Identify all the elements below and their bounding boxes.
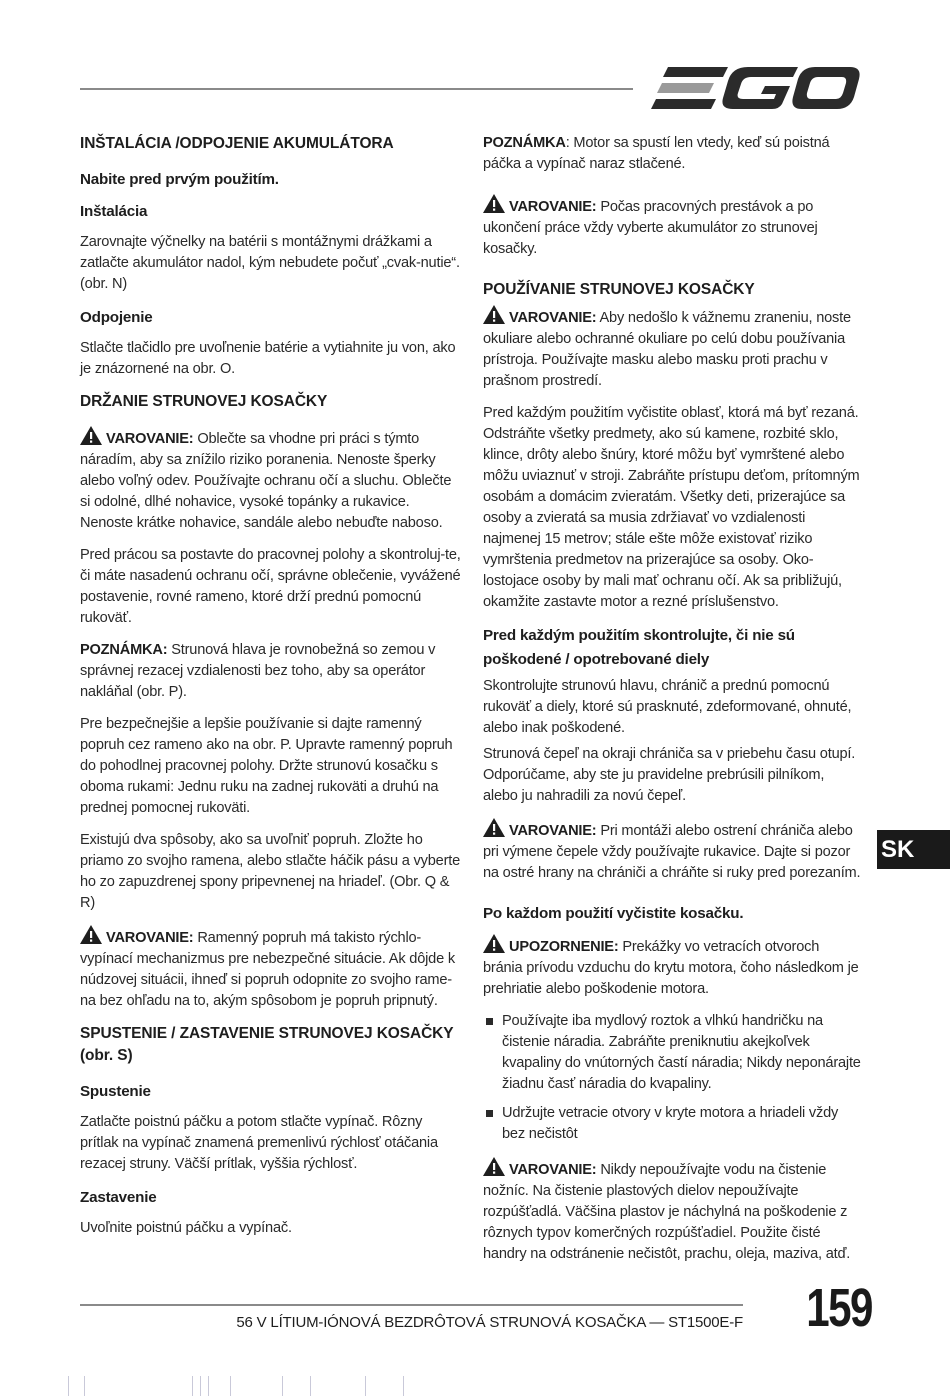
footer-product-title: 56 V LÍTIUM-IÓNOVÁ BEZDRÔTOVÁ STRUNOVÁ KOSAČKA — ST1500E-F <box>236 1314 743 1331</box>
warning-label: VAROVANIE: <box>509 310 597 326</box>
section-heading-battery: INŠTALÁCIA /ODPOJENIE AKUMULÁTORA <box>80 135 394 152</box>
paragraph-check-parts: Skontrolujte strunovú hlavu, chránič a prednú pomocnú rukoväť a diely, ktoré sú prasknuté, zdeformované, ohnuté, alebo inak poškodené. <box>483 678 852 736</box>
charge-note: Nabite pred prvým použitím. <box>80 171 279 188</box>
warning-label: VAROVANIE: <box>106 431 194 447</box>
left-column <box>80 133 464 1250</box>
right-column <box>483 133 861 1276</box>
warning-remove-battery <box>483 194 861 260</box>
subheading-start: Spustenie <box>80 1083 151 1100</box>
warning-eye-protection <box>483 305 861 392</box>
subheading-installation: Inštalácia <box>80 203 148 220</box>
paragraph-blade: Strunová čepeľ na okraji chrániča sa v priebehu času otupí. Odporúčame, aby ste ju pravidelne prebrúsili pilníkom, alebo ju nahradili za novú čepeľ. <box>483 746 856 804</box>
paragraph-detach: Stlačte tlačidlo pre uvoľnenie batérie a vytiahnite ju von, ako je znázornené na obr. O. <box>80 340 456 377</box>
page-number: 159 <box>806 1278 872 1338</box>
list-item: Používajte iba mydlový roztok a vlhkú handričku na čistenie náradia. Zabráňte preniknutiu akejkoľvek kvapaliny do vnútorných častí náradia; Nikdy neponárajte žiadnu časť náradia do kvapaliny. <box>483 1011 861 1095</box>
warning-text: Nikdy nepoužívajte vodu na čistenie nožníc. Na čistenie plastových dielov nepoužívajte rozpúšťadlá. Väčšina plastov je náchylná na poškodenie z rôznych typov komerčných rozpúšťadiel. Použite čisté handry na odstránenie nečistôt, prachu, oleja, maziva, atď. <box>483 1162 851 1262</box>
warning-triangle-icon <box>80 426 102 445</box>
note-label: POZNÁMKA: <box>80 642 168 658</box>
warning-gloves <box>483 818 861 884</box>
paragraph-installation: Zarovnajte výčnelky na batérii s montážnymi drážkami a zatlačte akumulátor nadol, kým nebudete počuť „cvak-nutie“. (obr. N) <box>80 234 460 292</box>
warning-text: Ramenný popruh má takisto rýchlo-vypínací mechanizmus pre nebezpečné situácie. Ak dôjde k núdzovej situácii, ihneď si popruh odopnite zo svojho rame-na bez ohľadu na to, akým spôsobom je popruh pripnutý. <box>80 930 455 1009</box>
section-heading-start-stop: SPUSTENIE / ZASTAVENIE STRUNOVEJ KOSAČKY (obr. S) <box>80 1025 454 1064</box>
note-text: Strunová hlava je rovnobežná so zemou v správnej rezacej vzdialenosti bez toho, aby sa operátor nakláňal (obr. P). <box>80 642 436 700</box>
square-bullet-icon <box>486 1110 493 1117</box>
language-tab: SK <box>877 830 950 869</box>
note-label: POZNÁMKA <box>483 135 566 151</box>
warning-quick-release <box>80 925 464 1012</box>
warning-text: Počas pracovných prestávok a po ukončení práce vždy vyberte akumulátor zo strunovej kosačky. <box>483 199 818 257</box>
section-heading-holding: DRŽANIE STRUNOVEJ KOSAČKY <box>80 393 328 410</box>
subheading-stop: Zastavenie <box>80 1189 157 1206</box>
section-heading-usage: POUŽÍVANIE STRUNOVEJ KOSAČKY <box>483 281 755 298</box>
warning-text: Aby nedošlo k vážnemu zraneniu, noste okuliare alebo ochranné okuliare po celú dobu používania prístroja. Používajte masku alebo masku proti prachu v prašnom prostredí. <box>483 310 851 389</box>
warning-label: VAROVANIE: <box>509 823 597 839</box>
paragraph-stop: Uvoľnite poistnú páčku a vypínač. <box>80 1220 292 1236</box>
list-item: Udržujte vetracie otvory v kryte motora a hriadeli vždy bez nečistôt <box>483 1103 861 1145</box>
caution-label: UPOZORNENIE: <box>509 939 619 955</box>
header-rule <box>80 88 633 90</box>
caution-vents <box>483 934 861 1000</box>
warning-triangle-icon <box>483 934 505 953</box>
footer-rule <box>80 1304 743 1306</box>
note-head-parallel <box>80 640 464 703</box>
warning-triangle-icon <box>483 1157 505 1176</box>
warning-triangle-icon <box>483 194 505 213</box>
warning-triangle-icon <box>80 925 102 944</box>
caution-text: Prekážky vo vetracích otvoroch bránia prívodu vzduchu do krytu motora, čoho následkom je prehriatie alebo poškodenie motora. <box>483 939 859 997</box>
warning-label: VAROVANIE: <box>509 1162 597 1178</box>
warning-triangle-icon <box>483 818 505 837</box>
paragraph-start: Zatlačte poistnú páčku a potom stlačte vypínač. Rôzny prítlak na vypínač znamená premenlivú rýchlosť otáčania rezacej struny. Väčší prítlak, vyššia rýchlosť. <box>80 1114 438 1172</box>
paragraph-shoulder-strap: Pre bezpečnejšie a lepšie používanie si dajte ramenný popruh cez rameno ako na obr. P. Upravte ramenný popruh do pohodlnej pracovnej polohy. Držte strunovú kosačku s oboma rukami: Jednu ruku na zadnej rukoväti a druhú na prednej pomocnej rukoväti. <box>80 716 453 816</box>
paragraph-position: Pred prácou sa postavte do pracovnej polohy a skontroluj-te, či máte nasadenú ochranu očí, správne oblečenie, vyvážené postavenie, rovné rameno, ktoré drží prednú pomocnú rukoväť. <box>80 547 461 626</box>
warning-triangle-icon <box>483 305 505 324</box>
subheading-check-parts: Pred každým použitím skontrolujte, či nie sú poškodené / opotrebované diely <box>483 627 795 668</box>
cleaning-list <box>483 1011 861 1145</box>
paragraph-strap-release: Existujú dva spôsoby, ako sa uvoľniť popruh. Zložte ho priamo zo svojho ramena, alebo stlačte háčik pásu a vyberte ho zo zapuzdrenej spony pripevnenej na hriadeľ. (Obr. Q & R) <box>80 832 461 911</box>
ego-logo <box>650 64 860 112</box>
warning-label: VAROVANIE: <box>106 930 194 946</box>
warning-clothing <box>80 426 464 534</box>
print-marks <box>60 1376 480 1396</box>
warning-label: VAROVANIE: <box>509 199 597 215</box>
note-text: : Motor sa spustí len vtedy, keď sú poistná páčka a vypínač naraz stlačené. <box>483 135 830 172</box>
paragraph-clear-area: Pred každým použitím vyčistite oblasť, ktorá má byť rezaná. Odstráňte všetky predmety, ako sú kamene, rozbité sklo, klince, drôty alebo šnúry, ktoré môžu byť vymrštené alebo môžu uviaznuť v stroji. Zabráňte prístupu deťom, prítomným osobám a domácim zvieratám. Všetky deti, prizerajúce sa osoby a zvieratá sa musia zdržiavať vo vzdialenosti najmenej 15 metrov; stále ešte môže existovať riziko vymrštenia predmetov na prizerajúce sa osoby. Oko-lostojace osoby by mali mať ochranu očí. Ak sa približujú, okamžite zastavte motor a rezné príslušenstvo. <box>483 405 860 610</box>
note-motor-start <box>483 133 861 175</box>
subheading-clean-after-use: Po každom použití vyčistite kosačku. <box>483 905 744 922</box>
square-bullet-icon <box>486 1018 493 1025</box>
subheading-detach: Odpojenie <box>80 309 153 326</box>
warning-no-water <box>483 1157 861 1265</box>
warning-text: Pri montáži alebo ostrení chrániča alebo pri výmene čepele vždy používajte rukavice. Dajte si pozor na ostré hrany na chrániči a chráňte si ruky pred porezaním. <box>483 823 861 881</box>
warning-text: Oblečte sa vhodne pri práci s týmto náradím, aby sa znížilo riziko poranenia. Nenoste šperky alebo voľný odev. Používajte ochranu očí a sluchu. Oblečte si odolné, dlhé nohavice, vysoké topánky a rukavice. Nenoste krátke nohavice, sandále alebo nebuďte naboso. <box>80 431 452 531</box>
